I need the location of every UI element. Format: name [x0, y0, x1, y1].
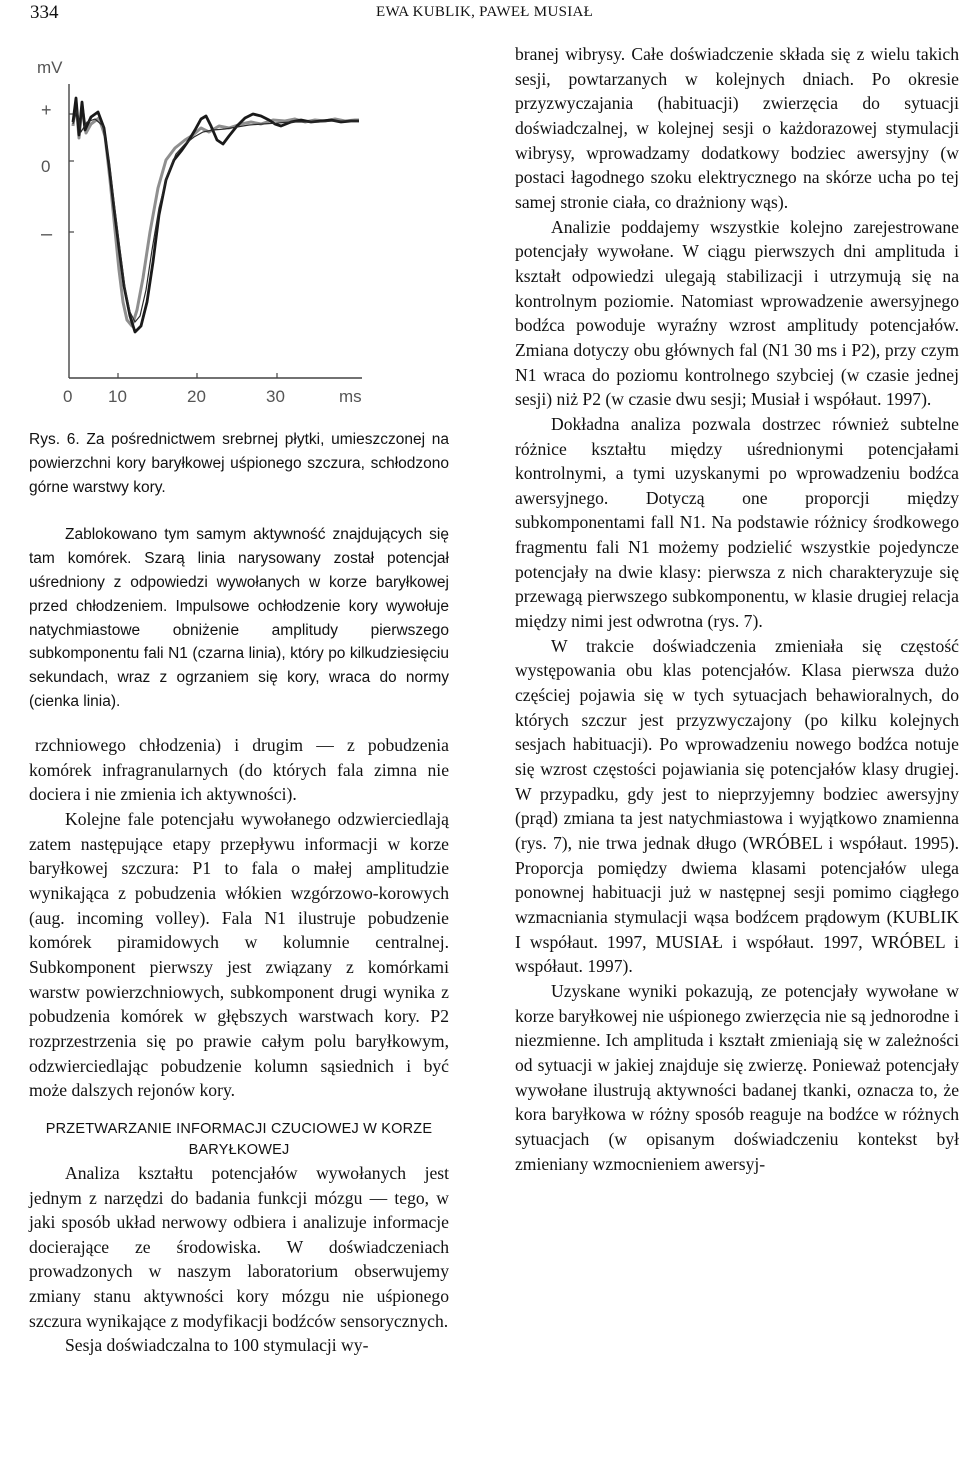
left-body-text	[29, 733, 449, 1358]
right-paragraph-2: Analizie poddajemy wszystkie kolejno zarejestrowane potencjały wywołane. W ciągu pierwszych dni amplituda i kształt odpowiedzi ulegają stabilizacji i utrzymują się na kontrolnym poziomie. Natomiast wprowadzenie awersyjnego bodźca powoduje wyraźny wzrost amplitudy potencjałów. Zmiana dotyczy obu głównych fal (N1 30 ms i P2), przy czym N1 wraca do poziomu kontrolnego szybciej (w czasie jednej sesji) niż P2 (w czasie dwu sesji; Musiał i współaut. 1997).	[515, 216, 959, 410]
x-tick-30: 30	[266, 387, 285, 406]
x-tick-0: 0	[63, 387, 73, 406]
left-paragraph-4: Sesja doświadczalna to 100 stymulacji wy-	[65, 1335, 369, 1356]
x-tick-20: 20	[187, 387, 206, 406]
x-tick-10: 10	[108, 387, 127, 406]
right-column	[515, 42, 959, 1176]
figure-caption	[29, 428, 449, 714]
running-head: EWA KUBLIK, PAWEŁ MUSIAŁ	[376, 4, 594, 20]
figure-evoked-potential	[29, 40, 449, 420]
caption-paragraph-1: Rys. 6. Za pośrednictwem srebrnej płytki, umieszczonej na powierzchni kory baryłkowej uśpionego szczura, schłodzono górne warstwy kory.	[29, 431, 449, 496]
section-heading: PRZETWARZANIE INFORMACJI CZUCIOWEJ W KORZE BARYŁKOWEJ	[45, 1120, 433, 1158]
figure-plot	[29, 40, 449, 420]
left-paragraph-1: rzchniowego chłodzenia) i drugim — z pobudzenia komórek infragranularnych (do których fala zimna nie dociera i nie zmienia ich aktywności).	[29, 735, 449, 805]
caption-paragraph-2: Zablokowano tym samym aktywność znajdujących się tam komórek. Szarą linia narysowany został potencjał uśredniony z odpowiedzi wywołanych w korze baryłkowej przed chłodzeniem. Impulsowe ochłodzenie kory wywołuje natychmiastowe obniżenie amplitudy pierwszego subkomponentu fali N1 (czarna linia), który po kilkudziesięciu sekundach, wraz z ogrzaniem się kory, wraca do normy (cienka linia).	[29, 526, 449, 710]
left-paragraph-2: Kolejne fale potencjału wywołanego odzwierciedlają zatem następujące etapy przepływu informacji w korze baryłkowej szczura: P1 to fala o małej amplitudzie wynikająca z pobudzenia włókien wzgórzowo-korowych (aug. incoming volley). Fala N1 ilustruje pobudzenie komórek piramidowych w kolumnie centralnej. Subkomponent pierwszy jest związany z komórkami warstw powierzchniowych, subkomponent drugi wynika z pobudzenia komórek w głębszych warstwach kory. P2 rozprzestrzenia się po prawie całym polu baryłkowym, odzwierciedlając pobudzenie kolumn sąsiednich i być może dalszych rejonów kory.	[29, 808, 449, 1101]
y-tick-minus: –	[41, 223, 53, 245]
page-number: 334	[30, 2, 59, 23]
y-tick-plus: +	[41, 100, 52, 120]
x-unit-label: ms	[339, 387, 362, 406]
right-paragraph-3: Dokładna analiza pozwala dostrzec również subtelne różnice kształtu między uśrednionymi potencjałami kontrolnymi, a tymi uzyskanymi po wprowadzeniu bodźca awersyjnego. Dotyczą one proporcji między subkomponentami fall N1. Na podstawie różnicy środkowego fragmentu fali N1 możemy podzielić wszystkie pojedyncze potencjały na dwie klasy: pierwsza z nich charakteryzuje się przewagą pierwszego subkomponentu, w klasie drugiej relacja między nimi jest odwrotna (rys. 7).	[515, 413, 959, 632]
y-tick-zero: 0	[41, 157, 51, 176]
thin-trace-recovery	[73, 110, 359, 322]
left-column	[29, 40, 449, 420]
left-paragraph-3: Analiza kształtu potencjałów wywołanych jest jednym z narzędzi do badania funkcji mózgu — tego, w jaki sposób układ nerwowy odbiera i analizuje informacje docierające ze środowiska. W doświadczeniach prowadzonych w naszym laboratorium obserwujemy zmiany stanu aktywności kory mózgu nie uśpionego szczura wynikające z modyfikacji bodźców sensorycznych.	[29, 1162, 449, 1331]
right-paragraph-1: branej wibrysy. Całe doświadczenie składa się z wielu takich sesji, powtarzanych w kolejnych dniach. Po okresie przyzwyczajania (habituacji) zwierzęcia do sytuacji doświadczalnej, w kolejnej sesji o każdorazowej stymulacji wibrysy, wprowadzamy dodatkowy bodziec awersyjny (w postaci łagodnego szoku elektrycznego na skórze ucha po tej samej stronie ciała, co drażniony wąs).	[515, 44, 959, 212]
right-paragraph-5: Uzyskane wyniki pokazują, ze potencjały wywołane w korze baryłkowej nie uśpionego zwierzęcia nie są jednorodne i niezmienne. Ich amplituda i kształt zmieniają się w zależności od sytuacji w jakiej znajduje się zwierzę. Ponieważ potencjały wywołane ilustrują aktywności badanej tkanki, oznacza to, że kora baryłkowa w różny sposób reaguje na bodźce w różnych sytuacjach (w opisanym doświadczeniu kontekst był zmieniany wzmocnieniem awersyj-	[515, 980, 959, 1174]
y-unit-label: mV	[37, 58, 63, 77]
right-paragraph-4: W trakcie doświadczenia zmieniała się częstość występowania obu klas potencjałów. Klasa pierwsza dużo częściej pojawia się w tych sytuacjach behawioralnych, do których szczur jest przyzwyczajony (po kilku kolejnych sesjach habituacji). Po wprowadzeniu nowego bodźca notuje się wzrost częstości pojawiania się potencjałów klasy drugiej. W przypadku, gdy jest to nieprzyjemny bodziec awersyjny (prąd) zmiana ta jest natychmiastowa i wyjątkowo znamienna (rys. 7), nie trwa jednak długo (WRÓBEL i współaut. 1995). Proporcja pomiędzy dwiema klasami potencjałów ulega ponownej habituacji już w następnej sesji pomimo ciągłego wzmacniania stymulacji wąsa bodźcem prądowym (KUBLIK I współaut. 1997, MUSIAŁ i współaut. 1997, WRÓBEL i współaut. 1997).	[515, 635, 959, 977]
